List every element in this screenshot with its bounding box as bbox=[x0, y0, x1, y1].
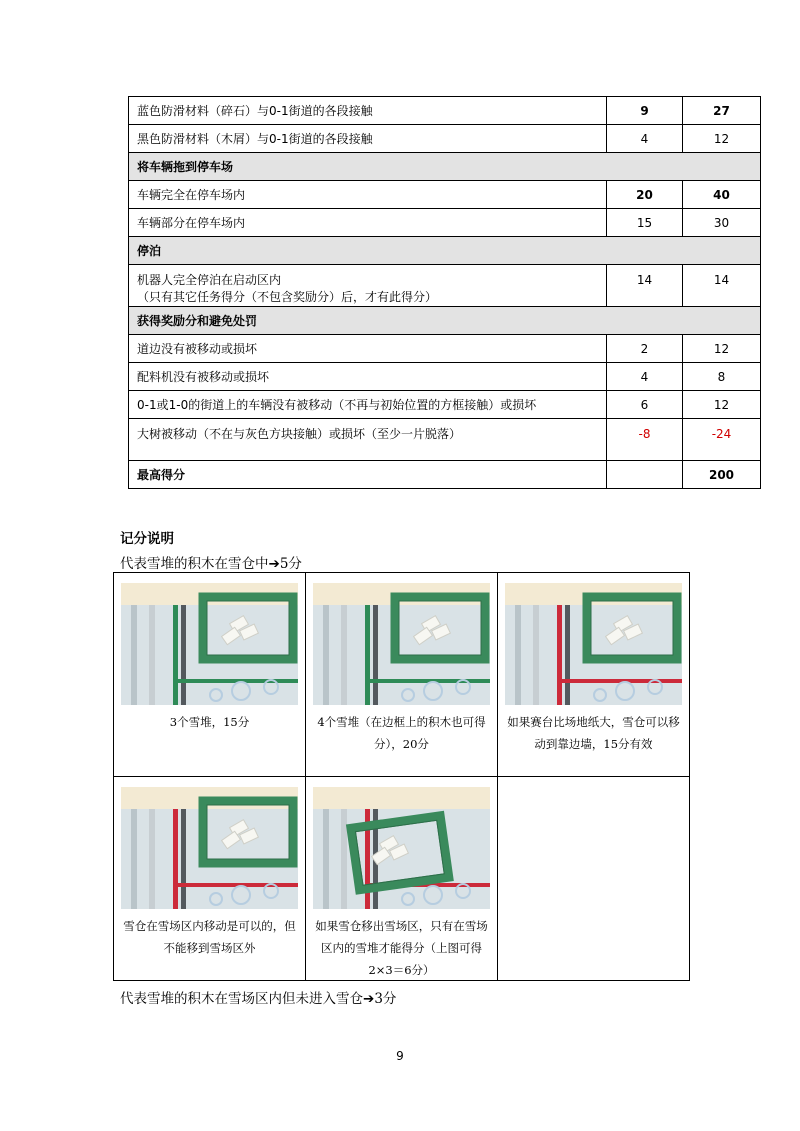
arrow-icon: ➔ bbox=[363, 991, 375, 1007]
photo-move-in-area bbox=[121, 787, 298, 909]
photo-cell bbox=[114, 573, 306, 777]
points-each: -8 bbox=[607, 419, 683, 461]
note-line-in-area: 代表雪堆的积木在雪场区内但未进入雪仓➔3分 bbox=[120, 991, 397, 1007]
note-line-in-warehouse: 代表雪堆的积木在雪仓中➔5分 bbox=[120, 556, 302, 572]
points-each: 9 bbox=[607, 97, 683, 125]
score-row bbox=[129, 307, 761, 335]
photo-caption: 4个雪堆（在边框上的积木也可得分），20分 bbox=[317, 715, 486, 751]
points-each bbox=[607, 461, 683, 489]
score-row bbox=[129, 209, 761, 237]
score-row bbox=[129, 461, 761, 489]
score-row bbox=[129, 335, 761, 363]
task-label: 机器人完全停泊在启动区内 （只有其它任务得分（不包含奖励分）后，才有此得分） bbox=[129, 265, 607, 307]
score-row bbox=[129, 153, 761, 181]
score-row bbox=[129, 237, 761, 265]
score-row bbox=[129, 125, 761, 153]
page-number: 9 bbox=[396, 1049, 404, 1063]
photo-cell bbox=[498, 573, 690, 777]
points-each: 20 bbox=[607, 181, 683, 209]
points-max: -24 bbox=[683, 419, 761, 461]
photo-grid bbox=[113, 572, 690, 981]
section-header: 停泊 bbox=[129, 237, 761, 265]
task-label: 蓝色防滑材料（碎石）与0-1街道的各段接触 bbox=[129, 97, 607, 125]
task-label: 配料机没有被移动或损坏 bbox=[129, 363, 607, 391]
task-label: 车辆完全在停车场内 bbox=[129, 181, 607, 209]
section-header: 将车辆拖到停车场 bbox=[129, 153, 761, 181]
points-max: 200 bbox=[683, 461, 761, 489]
task-label: 黑色防滑材料（木屑）与0-1街道的各段接触 bbox=[129, 125, 607, 153]
empty-cell bbox=[498, 777, 690, 981]
task-label: 0-1或1-0的街道上的车辆没有被移动（不再与初始位置的方框接触）或损坏 bbox=[129, 391, 607, 419]
points-max: 12 bbox=[683, 335, 761, 363]
photo-4-snowpiles bbox=[313, 583, 490, 705]
points-each: 6 bbox=[607, 391, 683, 419]
points-each: 14 bbox=[607, 265, 683, 307]
photo-cell bbox=[306, 777, 498, 981]
task-label: 道边没有被移动或损坏 bbox=[129, 335, 607, 363]
score-row bbox=[129, 97, 761, 125]
points-max: 8 bbox=[683, 363, 761, 391]
photo-caption: 雪仓在雪场区内移动是可以的，但不能移到雪场区外 bbox=[123, 919, 296, 955]
arrow-icon: ➔ bbox=[268, 556, 280, 572]
photo-caption: 3个雪堆，15分 bbox=[169, 715, 250, 729]
photo-3-snowpiles bbox=[121, 583, 298, 705]
points-each: 4 bbox=[607, 363, 683, 391]
points-each: 2 bbox=[607, 335, 683, 363]
photo-caption: 如果赛台比场地纸大，雪仓可以移动到靠边墙，15分有效 bbox=[507, 715, 680, 751]
score-row bbox=[129, 181, 761, 209]
photo-caption: 如果雪仓移出雪场区，只有在雪场区内的雪堆才能得分（上图可得2×3＝6分） bbox=[315, 919, 488, 977]
photo-cell bbox=[306, 573, 498, 777]
photo-moved-out bbox=[313, 787, 490, 909]
task-label: 车辆部分在停车场内 bbox=[129, 209, 607, 237]
scoring-notes-heading: 记分说明 bbox=[120, 531, 174, 547]
score-row bbox=[129, 265, 761, 307]
photo-wall bbox=[505, 583, 682, 705]
section-header: 获得奖励分和避免处罚 bbox=[129, 307, 761, 335]
points-max: 14 bbox=[683, 265, 761, 307]
points-max: 12 bbox=[683, 391, 761, 419]
score-row bbox=[129, 391, 761, 419]
task-label: 大树被移动（不在与灰色方块接触）或损坏（至少一片脱落） bbox=[129, 419, 607, 461]
points-max: 27 bbox=[683, 97, 761, 125]
points-max: 30 bbox=[683, 209, 761, 237]
score-table bbox=[128, 96, 761, 489]
photo-cell bbox=[114, 777, 306, 981]
score-row bbox=[129, 419, 761, 461]
points-each: 15 bbox=[607, 209, 683, 237]
task-label: 最高得分 bbox=[129, 461, 607, 489]
points-each: 4 bbox=[607, 125, 683, 153]
points-max: 40 bbox=[683, 181, 761, 209]
score-row bbox=[129, 363, 761, 391]
points-max: 12 bbox=[683, 125, 761, 153]
